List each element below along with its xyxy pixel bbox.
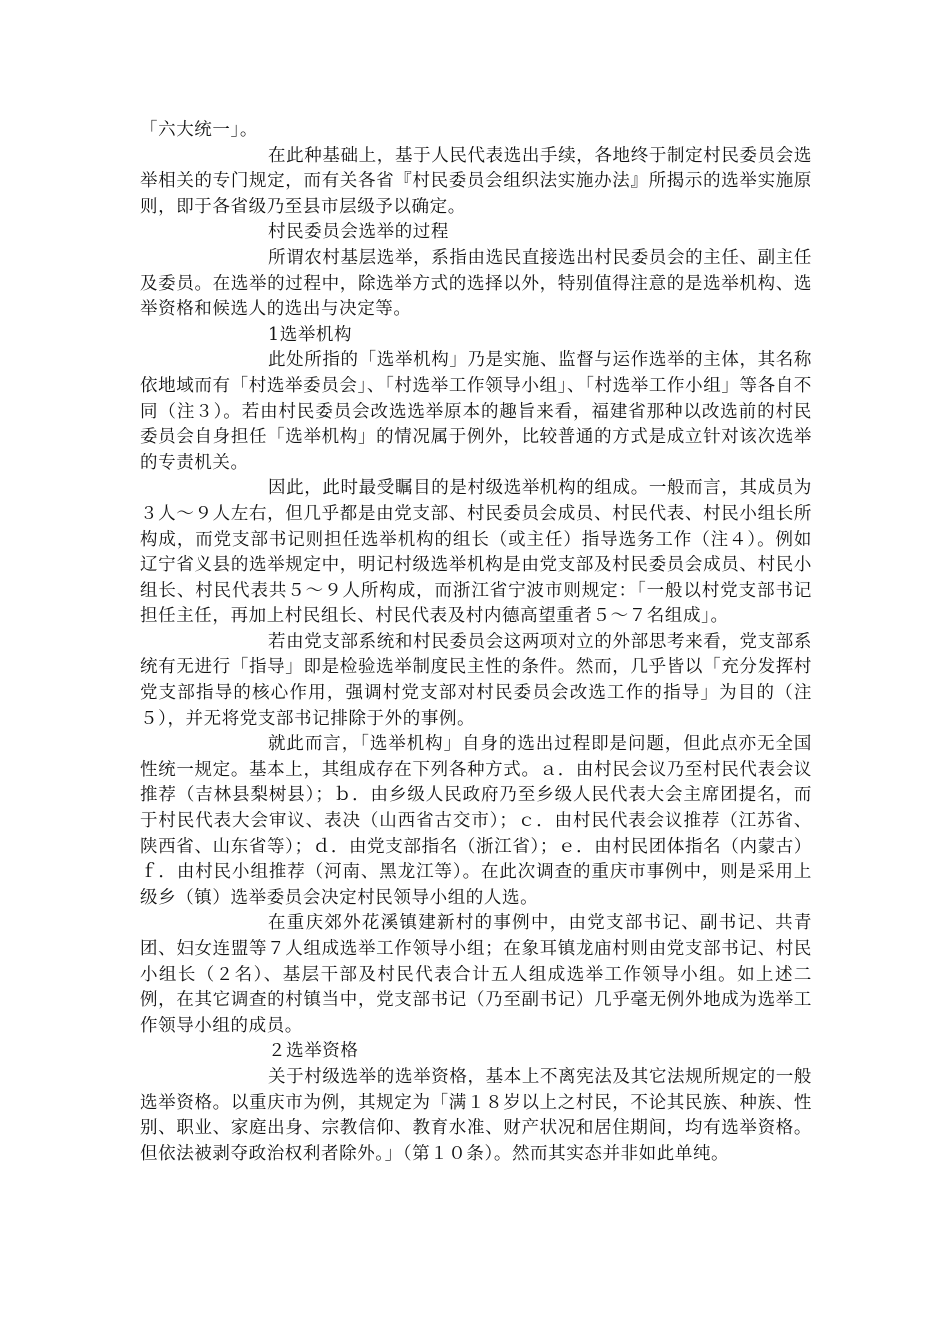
section-heading: 1选举机构 [268,324,353,345]
paragraph: 若由党支部系统和村民委员会这两项对立的外部思考来看，党支部系统有无进行「指导」即是检验选举制度民主性的条件。然而，几乎皆以「充分发挥村党支部指导的核心作用，强调村党支部对村民委员会改选工作的指导」为目的（注５），并无将党支部书记排除于外的事例。 [140,631,812,729]
paragraph: 「六大统一」。 [140,120,258,140]
paragraph: 因此，此时最受瞩目的是村级选举机构的组成。一般而言，其成员为３人～９人左右，但几乎都是由党支部、村民委员会成员、村民代表、村民小组长所构成，而党支部书记则担任选举机构的组长（或主任）指导选务工作（注４）。例如辽宁省义县的选举规定中，明记村级选举机构是由党支部及村民委员会成员、村民小组长、村民代表共５～９人所构成，而浙江省宁波市则规定：「一般以村党支部书记担任主任，再加上村民组长、村民代表及村内德高望重者５～７名组成」。 [140,478,812,627]
paragraph: 在此种基础上，基于人民代表选出手续，各地终于制定村民委员会选举相关的专门规定，而有关各省『村民委员会组织法实施办法』所揭示的选举实施原则，即于各省级乃至县市层级予以确定。 [140,145,812,217]
document-body [140,118,812,1167]
paragraph: 就此而言，「选举机构」自身的选出过程即是问题，但此点亦无全国性统一规定。基本上，其组成存在下列各种方式。ａ．由村民会议乃至村民代表会议推荐（吉林县梨树县）；ｂ．由乡级人民政府乃至乡级人民代表大会主席团提名，而于村民代表大会审议、表决（山西省古交市）；ｃ．由村民代表会议推荐（江苏省、陕西省、山东省等）；ｄ．由党支部指名（浙江省）；ｅ．由村民团体指名（内蒙古）ｆ．由村民小组推荐（河南、黑龙江等）。在此次调查的重庆市事例中，则是采用上级乡（镇）选举委员会决定村民领导小组的人选。 [140,734,812,908]
paragraph: 关于村级选举的选举资格，基本上不离宪法及其它法规所规定的一般选举资格。以重庆市为例，其规定为「满１８岁以上之村民，不论其民族、种族、性别、职业、家庭出身、宗教信仰、教育水准、财产状况和居住期间，均有选举资格。但依法被剥夺政治权利者除外。」（第１０条）。然而其实态并非如此单纯。 [140,1066,812,1164]
paragraph: 所谓农村基层选举，系指由选民直接选出村民委员会的主任、副主任及委员。在选举的过程中，除选举方式的选择以外，特别值得注意的是选举机构、选举资格和候选人的选出与决定等。 [140,247,812,320]
section-heading: ２选举资格 [268,1041,359,1062]
paragraph: 在重庆郊外花溪镇建新村的事例中，由党支部书记、副书记、共青团、妇女连盟等７人组成选举工作领导小组；在象耳镇龙庙村则由党支部书记、村民小组长（２名）、基层干部及村民代表合计五人组成选举工作领导小组。如上述二例，在其它调查的村镇当中，党支部书记（乃至副书记）几乎毫无例外地成为选举工作领导小组的成员。 [140,913,812,1036]
section-heading: 村民委员会选举的过程 [268,222,449,243]
paragraph: 此处所指的「选举机构」乃是实施、监督与运作选举的主体，其名称依地域而有「村选举委员会」、「村选举工作领导小组」、「村选举工作小组」等各自不同（注３）。若由村民委员会改选选举原本的趣旨来看，福建省那种以改选前的村民委员会自身担任「选举机构」的情况属于例外，比较普通的方式是成立针对该次选举的专责机关。 [140,350,812,473]
